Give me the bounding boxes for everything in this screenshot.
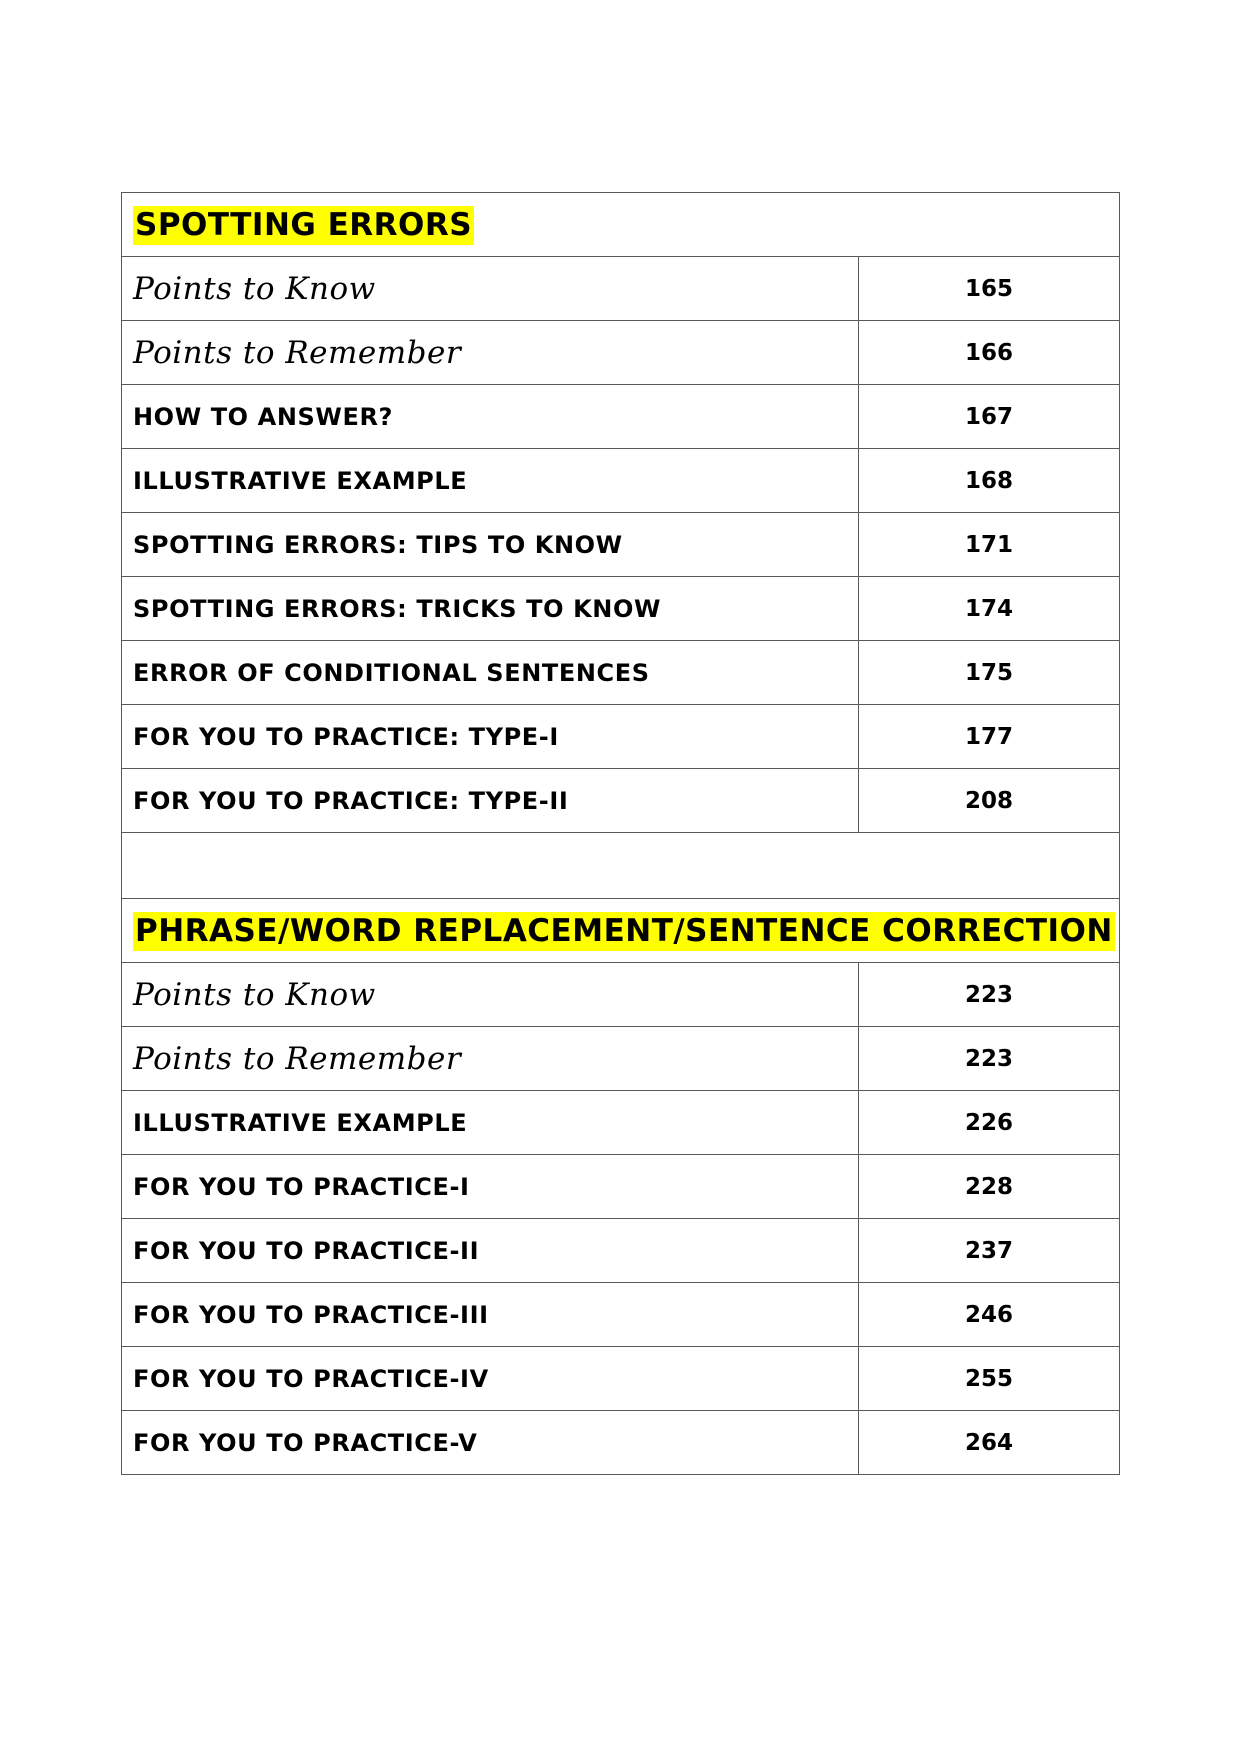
entry-page-number: 167 — [859, 385, 1120, 449]
toc-row[interactable] — [122, 1155, 1120, 1219]
entry-page-number: 208 — [859, 769, 1120, 833]
entry-page-number: 174 — [859, 577, 1120, 641]
entry-page-number: 171 — [859, 513, 1120, 577]
entry-page-number: 237 — [859, 1219, 1120, 1283]
entry-page-number: 264 — [859, 1411, 1120, 1475]
toc-row[interactable] — [122, 1283, 1120, 1347]
section-header-spotting-errors — [122, 193, 1120, 257]
entry-title: HOW TO ANSWER? — [122, 385, 859, 449]
section-heading: SPOTTING ERRORS — [135, 206, 473, 243]
toc-row[interactable] — [122, 1027, 1120, 1091]
entry-title: FOR YOU TO PRACTICE-II — [122, 1219, 859, 1283]
entry-page-number: 246 — [859, 1283, 1120, 1347]
entry-title: SPOTTING ERRORS: TRICKS TO KNOW — [122, 577, 859, 641]
entry-page-number: 166 — [859, 321, 1120, 385]
entry-title: FOR YOU TO PRACTICE-III — [122, 1283, 859, 1347]
entry-title: ILLUSTRATIVE EXAMPLE — [122, 449, 859, 513]
toc-row[interactable] — [122, 1347, 1120, 1411]
toc-row[interactable] — [122, 257, 1120, 321]
toc-row[interactable] — [122, 1091, 1120, 1155]
entry-title: FOR YOU TO PRACTICE: TYPE-II — [122, 769, 859, 833]
section-heading: PHRASE/WORD REPLACEMENT/SENTENCE CORRECTION — [135, 912, 1113, 949]
entry-title: Points to Know — [122, 963, 859, 1027]
entry-page-number: 175 — [859, 641, 1120, 705]
entry-title: Points to Remember — [122, 321, 859, 385]
toc-row[interactable] — [122, 577, 1120, 641]
entry-title: FOR YOU TO PRACTICE: TYPE-I — [122, 705, 859, 769]
entry-page-number: 177 — [859, 705, 1120, 769]
entry-page-number: 226 — [859, 1091, 1120, 1155]
toc-row[interactable] — [122, 1219, 1120, 1283]
entry-title: ERROR OF CONDITIONAL SENTENCES — [122, 641, 859, 705]
entry-page-number: 168 — [859, 449, 1120, 513]
entry-title: ILLUSTRATIVE EXAMPLE — [122, 1091, 859, 1155]
entry-title: FOR YOU TO PRACTICE-IV — [122, 1347, 859, 1411]
toc-row[interactable] — [122, 641, 1120, 705]
toc-row[interactable] — [122, 449, 1120, 513]
toc-row[interactable] — [122, 513, 1120, 577]
toc-row[interactable] — [122, 963, 1120, 1027]
entry-page-number: 223 — [859, 1027, 1120, 1091]
toc-row[interactable] — [122, 705, 1120, 769]
section-header-phrase-word-replacement — [122, 899, 1120, 963]
entry-page-number: 228 — [859, 1155, 1120, 1219]
toc-row[interactable] — [122, 1411, 1120, 1475]
toc-row[interactable] — [122, 385, 1120, 449]
table-of-contents — [121, 192, 1120, 1475]
toc-row[interactable] — [122, 769, 1120, 833]
entry-title: Points to Know — [122, 257, 859, 321]
toc-row[interactable] — [122, 321, 1120, 385]
spacer-row — [122, 833, 1120, 899]
entry-page-number: 165 — [859, 257, 1120, 321]
entry-page-number: 223 — [859, 963, 1120, 1027]
entry-title: FOR YOU TO PRACTICE-V — [122, 1411, 859, 1475]
entry-title: SPOTTING ERRORS: TIPS TO KNOW — [122, 513, 859, 577]
entry-title: Points to Remember — [122, 1027, 859, 1091]
entry-page-number: 255 — [859, 1347, 1120, 1411]
entry-title: FOR YOU TO PRACTICE-I — [122, 1155, 859, 1219]
